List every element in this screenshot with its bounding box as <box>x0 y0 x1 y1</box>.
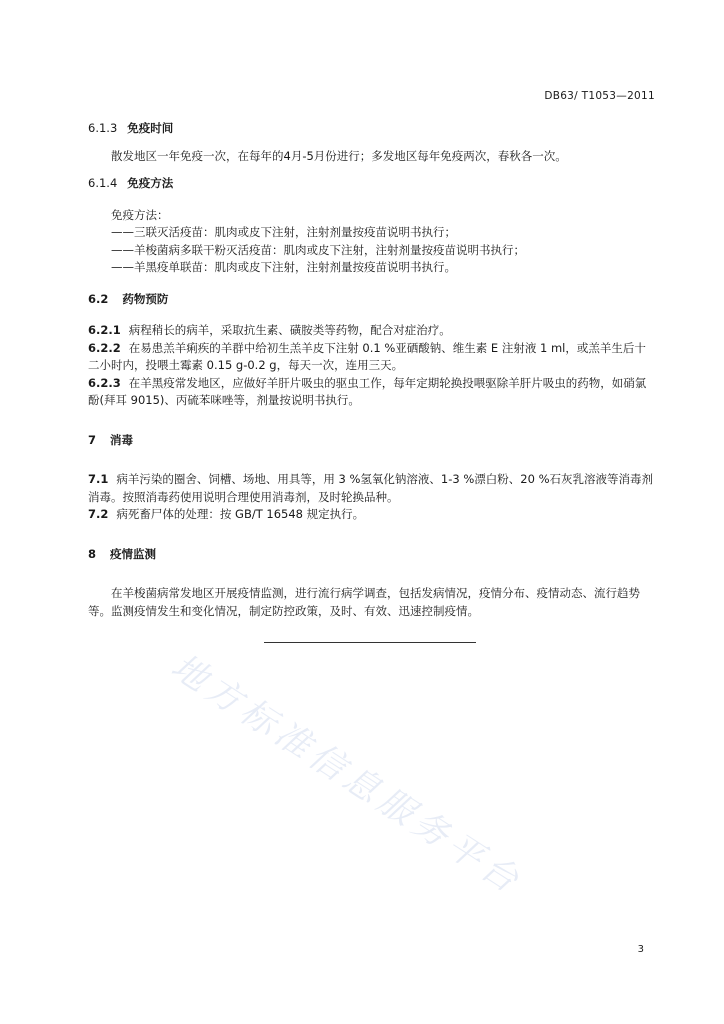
end-rule <box>264 642 476 643</box>
section-title: 消毒 <box>110 432 134 447</box>
paragraph-7-1 <box>88 471 656 506</box>
section-number: 6.1.3 <box>88 121 118 135</box>
list-item: ——羊梭菌病多联干粉灭活疫苗：肌肉或皮下注射，注射剂量按疫苗说明书执行； <box>111 242 525 257</box>
paragraph-8: 在羊梭菌病常发地区开展疫情监测，进行流行病学调查，包括发病情况，疫情分布、疫情动态、流行趋势等。监测疫情发生和变化情况，制定防控政策，及时、有效、迅速控制疫情。 <box>88 586 640 618</box>
list-item: ——三联灭活疫苗：肌肉或皮下注射，注射剂量按疫苗说明书执行； <box>111 225 456 239</box>
paragraph-6-2-3 <box>88 375 656 410</box>
section-title: 疫情监测 <box>110 546 157 561</box>
section-number: 6.2 <box>88 291 109 306</box>
section-number: 8 <box>88 546 97 561</box>
clause-text: 在羊黑疫常发地区，应做好羊肝片吸虫的驱虫工作，每年定期轮换投喂驱除羊肝片吸虫的药物，如硝氯酚(拜耳 9015)、丙硫苯咪唑等，剂量按说明书执行。 <box>88 375 647 407</box>
list-item: ——羊黑疫单联苗：肌肉或皮下注射，注射剂量按疫苗说明书执行。 <box>111 260 456 274</box>
paragraph-intro: 免疫方法： <box>111 207 169 222</box>
section-title: 药物预防 <box>122 291 169 306</box>
page-number: 3 <box>637 944 644 955</box>
clause-number: 7.2 <box>88 507 109 521</box>
section-title: 免疫时间 <box>127 121 174 135</box>
paragraph-6-1-3: 散发地区一年免疫一次，在每年的4月-5月份进行；多发地区每年免疫两次，春秋各一次。 <box>111 148 567 163</box>
paragraph-6-2-2 <box>88 340 656 375</box>
document-id: DB63/ T1053—2011 <box>544 90 655 102</box>
paragraph-6-2-1 <box>88 322 656 340</box>
page-content <box>88 120 656 643</box>
section-heading-8 <box>88 546 656 564</box>
clause-text: 在易患羔羊痢疾的羊群中给初生羔羊皮下注射 0.1 %亚硒酸钠、维生素 E 注射液 1 ml，或羔羊生后十二小时内，投喂土霉素 0.15 g-0.2 g，每天一次，连用三天。 <box>88 340 646 372</box>
clause-text: 病死畜尸体的处理：按 GB/T 16548 规定执行。 <box>116 507 365 521</box>
clause-number: 6.2.2 <box>88 340 121 355</box>
clause-number: 6.2.1 <box>88 323 121 337</box>
watermark: 地方标准信息服务平台 <box>163 646 530 904</box>
section-title: 免疫方法 <box>127 176 174 190</box>
section-number: 6.1.4 <box>88 176 118 190</box>
section-heading-6-1-3 <box>88 120 656 138</box>
section-heading-6-2 <box>88 291 656 309</box>
clause-number: 6.2.3 <box>88 375 121 390</box>
section-number: 7 <box>88 432 97 447</box>
clause-number: 7.1 <box>88 472 109 486</box>
clause-text: 病羊污染的圈舍、饲槽、场地、用具等，用 3 %氢氧化钠溶液、1-3 %漂白粉、20 %石灰乳溶液等消毒剂消毒。按照消毒药使用说明合理使用消毒剂，及时轮换品种。 <box>88 472 654 504</box>
section-heading-7 <box>88 432 656 450</box>
section-heading-6-1-4 <box>88 175 656 193</box>
clause-text: 病程稍长的病羊，采取抗生素、磺胺类等药物，配合对症治疗。 <box>128 323 451 337</box>
paragraph-7-2 <box>88 506 656 524</box>
